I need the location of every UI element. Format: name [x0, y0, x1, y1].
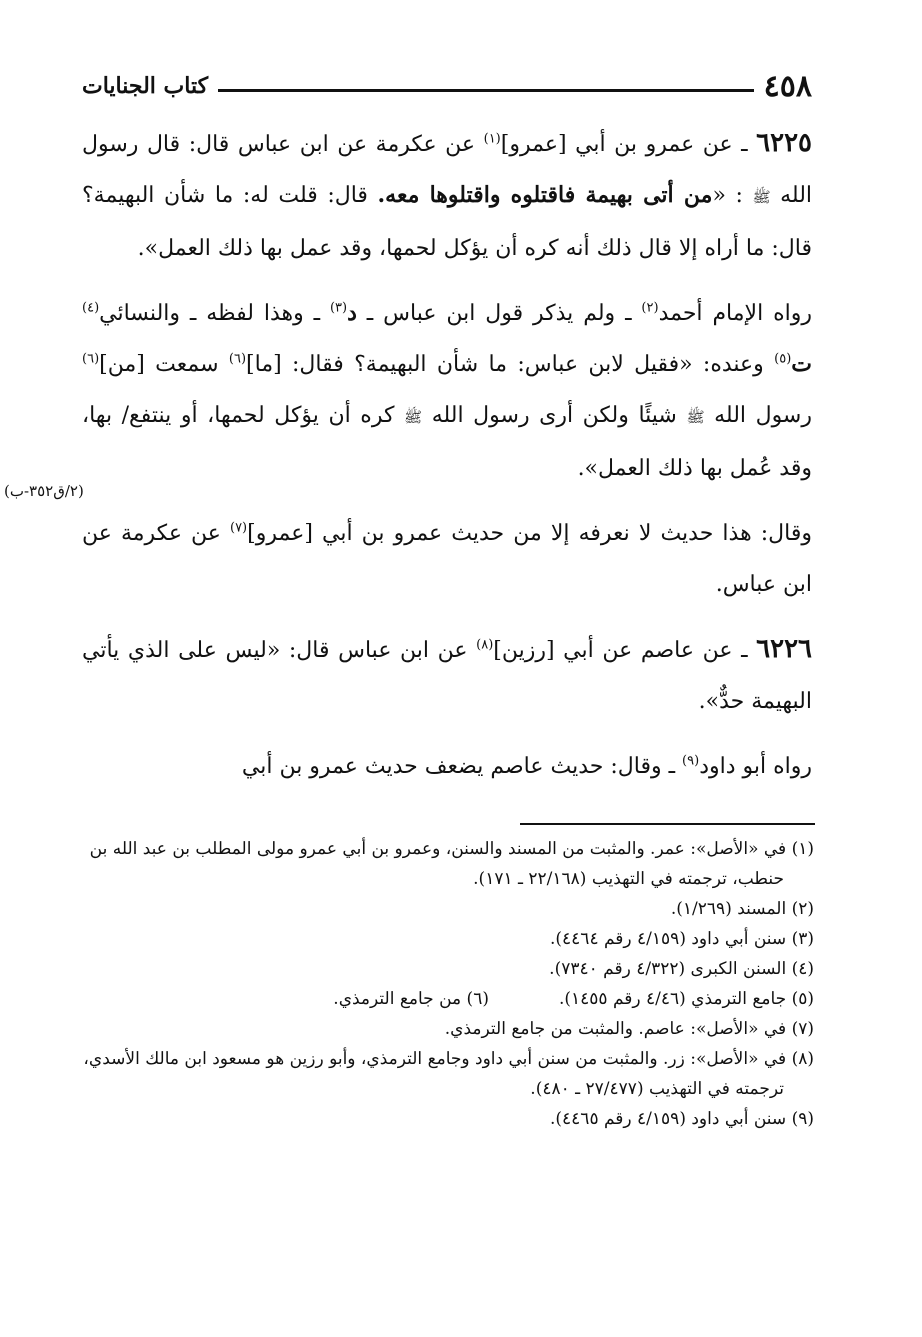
- text-run: رسول الله: [704, 403, 812, 428]
- source-symbol: د: [347, 300, 357, 326]
- hadith-number: ٦٢٢٥: [756, 128, 812, 158]
- footnote-5: (٥) جامع الترمذي (٤/٤٦ رقم ١٤٥٥).: [558, 989, 814, 1009]
- header-rule: [218, 89, 754, 92]
- footnote-6: (٦) من جامع الترمذي.: [333, 989, 489, 1009]
- commentary-paragraph: [82, 508, 812, 610]
- footnote-2: (٢) المسند (١/٢٦٩).: [670, 899, 814, 919]
- text-run: ـ عن عمرو بن أبي [عمرو]: [500, 132, 757, 157]
- hadith-6226: [82, 624, 812, 727]
- footnote-separator: [520, 823, 815, 825]
- text-run: ـ وقال: حديث عاصم يضعف حديث عمرو بن أبي: [241, 754, 683, 779]
- narration-paragraph: [82, 288, 812, 494]
- page-header: [82, 66, 812, 106]
- hadith-number: ٦٢٢٦: [756, 634, 812, 664]
- text-run: ـ وهذا لفظه ـ والنسائي: [99, 301, 330, 326]
- text-run: شيئًا ولكن أرى رسول الله: [422, 403, 687, 428]
- text-run: عن ابن عباس قال: «ليس على الذي يأتي البهيمة حدٌّ».: [82, 638, 812, 714]
- salutation-glyph: ﷺ: [686, 408, 705, 426]
- text-run: عن عكرمة عن ابن عباس قال: قال رسول الله: [82, 132, 813, 208]
- salutation-glyph: ﷺ: [752, 188, 771, 206]
- text-run: وعنده: «فقيل لابن عباس: ما شأن البهيمة؟ فقال: [ما]: [246, 352, 775, 377]
- text-run: وقال: هذا حديث لا نعرفه إلا من حديث عمرو بن أبي [عمرو]: [247, 521, 812, 546]
- text-run: رواه الإمام أحمد: [658, 301, 812, 326]
- text-run: ـ ولم يذكر قول ابن عباس ـ: [356, 301, 642, 326]
- footnote-ref[interactable]: (٨): [476, 637, 494, 653]
- text-run: سمعت [من]: [99, 352, 229, 377]
- salutation-glyph: ﷺ: [404, 408, 423, 426]
- footnote-row: [82, 984, 814, 1014]
- text-run: ـ عن عاصم عن أبي [رزين]: [493, 638, 757, 663]
- narration-paragraph: [82, 741, 812, 792]
- footnotes: [82, 834, 814, 1134]
- text-run: عن عكرمة عن ابن عباس.: [82, 521, 812, 597]
- footnote-ref[interactable]: (٤): [82, 300, 100, 316]
- footnote-ref[interactable]: (٦): [82, 351, 100, 367]
- source-symbol: ت: [791, 351, 812, 377]
- text-run: : «: [712, 183, 753, 208]
- text-run: رواه أبو داود: [699, 754, 812, 779]
- footnote-ref[interactable]: (٢): [641, 300, 659, 316]
- manuscript-margin-note: (٢/ق٣٥٢-ب): [4, 482, 84, 500]
- hadith-6225: [82, 118, 812, 274]
- chapter-title: كتاب الجنايات: [82, 73, 209, 99]
- footnote-ref[interactable]: (٣): [329, 300, 348, 316]
- footnote-4: (٤) السنن الكبرى (٤/٣٢٢ رقم ٧٣٤٠).: [549, 959, 814, 979]
- text-run: قال: قلت له: ما شأن البهيمة؟ قال: ما أراه إلا قال ذلك أنه كره أن يؤكل لحمها، وقد عمل بها ذلك العمل».: [82, 183, 812, 261]
- footnote-ref[interactable]: (٧): [229, 520, 248, 536]
- footnote-ref[interactable]: (١): [483, 131, 501, 147]
- footnote-3: (٣) سنن أبي داود (٤/١٥٩ رقم ٤٤٦٤).: [550, 929, 814, 949]
- hadith-quote-bold: من أتى بهيمة فاقتلوه واقتلوها معه.: [377, 182, 713, 208]
- footnote-7: (٧) في «الأصل»: عاصم. والمثبت من جامع الترمذي.: [444, 1019, 814, 1039]
- footnote-ref[interactable]: (٦): [228, 351, 247, 367]
- footnote-1: (١) في «الأصل»: عمر. والمثبت من المسند والسنن، وعمرو بن أبي عمرو مولى المطلب بن عبد الله بن حنطب، ترجمته في التهذيب (٢٢/١٦٨ ـ ١٧١).: [89, 839, 814, 889]
- footnote-ref[interactable]: (٥): [774, 351, 792, 367]
- text-run: كره أن يؤكل لحمها، أو ينتفع/ بها، وقد عُمل بها ذلك العمل».: [82, 403, 812, 481]
- page-number: ٤٥٨: [763, 68, 812, 104]
- footnote-8: (٨) في «الأصل»: زر. والمثبت من سنن أبي داود وجامع الترمذي، وأبو رزين هو مسعود ابن مالك الأسدي، ترجمته في التهذيب (٢٧/٤٧٧ ـ ٤٨٠).: [83, 1049, 814, 1099]
- main-text: [82, 118, 812, 792]
- footnote-ref[interactable]: (٩): [682, 753, 700, 769]
- footnote-9: (٩) سنن أبي داود (٤/١٥٩ رقم ٤٤٦٥).: [550, 1109, 814, 1129]
